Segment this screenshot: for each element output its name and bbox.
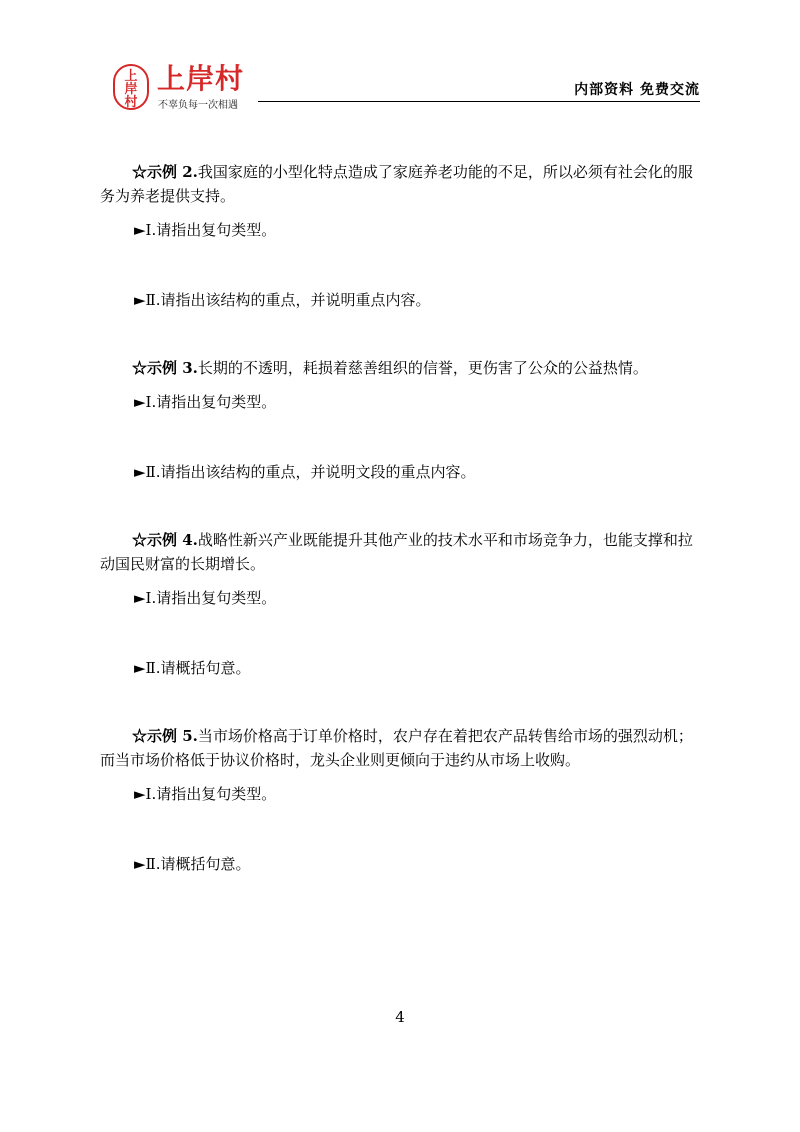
question-2: ►Ⅱ.请概括句意。: [134, 659, 251, 677]
example-tag: ☆示例 3.: [132, 359, 198, 377]
example-text: 我国家庭的小型化特点造成了家庭养老功能的不足，所以必须有社会化的服务为养老提供支持。: [100, 163, 693, 205]
page-number: 4: [395, 1008, 405, 1026]
example-text: 战略性新兴产业既能提升其他产业的技术水平和市场竞争力，也能支撑和拉动国民财富的长期增长。: [100, 531, 693, 573]
question-2: ►Ⅱ.请指出该结构的重点，并说明重点内容。: [134, 291, 431, 309]
example-tag: ☆示例 5.: [132, 727, 198, 745]
logo-seal: [113, 64, 149, 110]
header-tag: 内部资料 免费交流: [574, 82, 700, 98]
question-1: ►Ⅰ.请指出复句类型。: [134, 393, 277, 411]
question-2: ►Ⅱ.请概括句意。: [134, 855, 251, 873]
question-2: ►Ⅱ.请指出该结构的重点，并说明文段的重点内容。: [134, 463, 476, 481]
example-stem: [100, 724, 702, 772]
example-stem: [100, 528, 702, 576]
example-block: [100, 724, 702, 876]
seal-char: 上: [124, 69, 138, 84]
example-stem: [100, 160, 702, 208]
page-header: [0, 0, 800, 120]
document-body: [100, 160, 702, 920]
question-1: ►Ⅰ.请指出复句类型。: [134, 785, 277, 803]
example-block: [100, 160, 702, 312]
example-block: [100, 356, 702, 484]
example-text: 当市场价格高于订单价格时，农户存在着把农产品转售给市场的强烈动机；而当市场价格低于协议价格时，龙头企业则更倾向于违约从市场上收购。: [100, 727, 693, 769]
example-block: [100, 528, 702, 680]
example-tag: ☆示例 4.: [132, 531, 198, 549]
seal-char: 村: [124, 95, 138, 110]
question-1: ►Ⅰ.请指出复句类型。: [134, 221, 277, 239]
example-stem: [100, 356, 702, 380]
brand-name: 上岸村: [157, 62, 245, 95]
seal-char: 岸: [124, 82, 138, 97]
example-tag: ☆示例 2.: [132, 163, 198, 181]
example-text: 长期的不透明，耗损着慈善组织的信誉，更伤害了公众的公益热情。: [197, 359, 648, 377]
question-1: ►Ⅰ.请指出复句类型。: [134, 589, 277, 607]
brand-slogan: 不辜负每一次相遇: [158, 100, 238, 111]
header-divider: [258, 101, 700, 102]
